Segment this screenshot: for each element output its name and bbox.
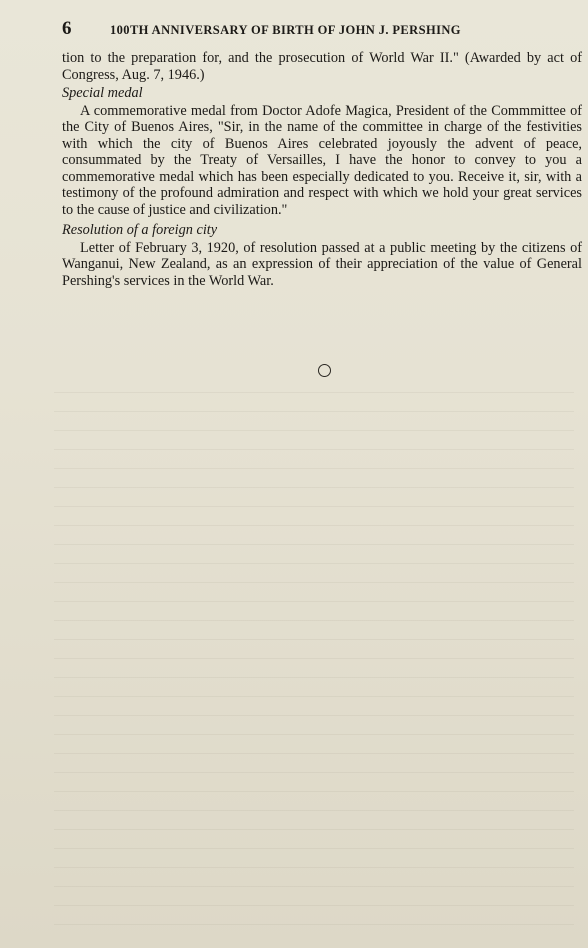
- section-end-circle-icon: [318, 364, 331, 377]
- continuation-paragraph: tion to the preparation for, and the prosecution of World War II." (Awarded by act of Congress, Aug. 7, 1946.): [62, 50, 582, 83]
- running-head: 100TH ANNIVERSARY OF BIRTH OF JOHN J. PERSHING: [110, 23, 461, 37]
- page-header: [62, 18, 548, 40]
- bleed-through-texture: [54, 380, 574, 940]
- section-heading-special-medal: Special medal: [62, 85, 143, 101]
- foreign-city-paragraph: Letter of February 3, 1920, of resolution passed at a public meeting by the citizens of Wanganui, New Zealand, as an expression of their appreciation of the value of General Pershing's services in the World War.: [62, 239, 582, 289]
- body-text: [62, 50, 582, 289]
- section-heading-foreign-city: Resolution of a foreign city: [62, 222, 218, 238]
- special-medal-paragraph: A commemorative medal from Doctor Adofe Magica, President of the Commmittee of the City of Buenos Aires, "Sir, in the name of the committee in charge of the festivities with which the city of Buenos Aires celebrated joyously the advent of peace, consummated by the Treaty of Versailles, I have the honor to convey to you a commemorative medal which has been especially dedicated to you. Receive it, sir, with a testimony of the profound admiration and respect with which we hold your great services to the cause of justice and civilization.": [62, 102, 582, 218]
- page-number: 6: [62, 18, 72, 39]
